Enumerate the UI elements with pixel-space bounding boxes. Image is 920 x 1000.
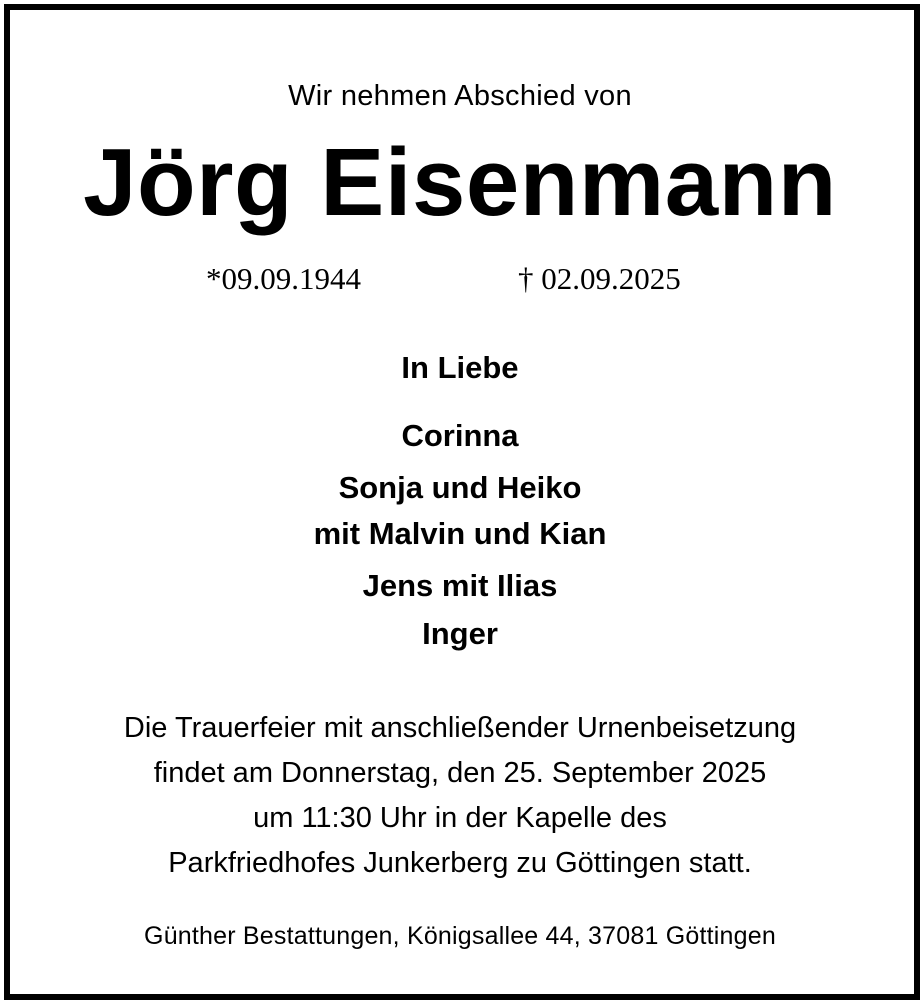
family-member: mit Malvin und Kian: [313, 516, 607, 551]
service-line: findet am Donnerstag, den 25. September 2025: [153, 757, 767, 789]
obituary-notice: [10, 10, 910, 990]
deceased-name: Jörg Eisenmann: [83, 129, 837, 236]
service-information: [10, 706, 910, 886]
service-line: Parkfriedhofes Junkerberg zu Göttingen statt.: [168, 847, 752, 879]
death-date: † 02.09.2025: [518, 261, 681, 296]
family-member: Sonja und Heiko: [338, 470, 582, 505]
funeral-home-address: Günther Bestattungen, Königsallee 44, 37081 Göttingen: [144, 922, 776, 950]
service-line: Die Trauerfeier mit anschließender Urnenbeisetzung: [123, 712, 797, 744]
family-member: Inger: [422, 616, 498, 651]
intro-text: Wir nehmen Abschied von: [288, 80, 632, 112]
birth-date: *09.09.1944: [206, 261, 361, 296]
love-line: In Liebe: [401, 350, 519, 385]
service-line: um 11:30 Uhr in der Kapelle des: [253, 802, 667, 834]
family-member: Corinna: [401, 418, 519, 453]
family-member: Jens mit Ilias: [362, 568, 558, 603]
